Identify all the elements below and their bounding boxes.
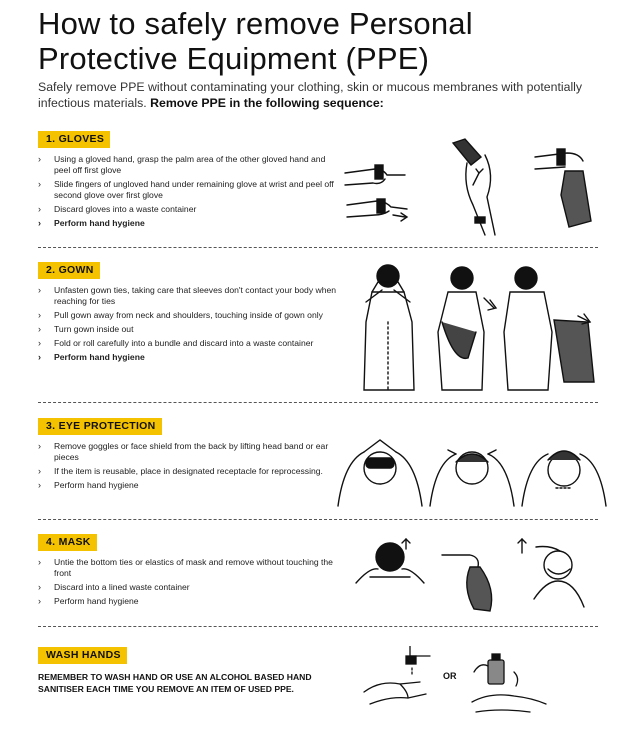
list-item: › Perform hand hygiene <box>38 352 145 362</box>
bullet-icon: › <box>38 582 41 592</box>
bullet-icon: › <box>38 154 41 164</box>
list-item: › Perform hand hygiene <box>38 218 145 228</box>
hand-sanitiser-icon <box>470 652 550 718</box>
gown-removal-icon <box>358 262 598 392</box>
bullet-icon: › <box>38 218 41 228</box>
bullet-icon: › <box>38 310 41 320</box>
bullet-icon: › <box>38 179 41 189</box>
list-item: › Discard gloves into a waste container <box>38 204 197 214</box>
list-item: › Unfasten gown ties, taking care that sleeves don't contact your body when reaching for ties <box>38 285 337 306</box>
list-item: › Using a gloved hand, grasp the palm area of the other gloved hand and peel off first glove <box>38 154 326 175</box>
title-line-1: How to safely remove Personal <box>38 6 473 41</box>
eye-protection-badge: 3. EYE PROTECTION <box>38 418 162 435</box>
divider <box>38 519 598 520</box>
list-item: › Remove goggles or face shield from the back by lifting head band or ear pieces <box>38 441 329 462</box>
divider <box>38 402 598 403</box>
list-item: › If the item is reusable, place in designated receptacle for reprocessing. <box>38 466 323 476</box>
eye-protection-removal-icon <box>334 432 610 510</box>
glove-removal-icon <box>335 135 605 243</box>
list-item: › Perform hand hygiene <box>38 480 139 490</box>
or-label: OR <box>443 671 457 681</box>
bullet-icon: › <box>38 204 41 214</box>
gloves-steps <box>38 154 338 232</box>
bullet-icon: › <box>38 441 41 451</box>
page-title <box>38 6 618 76</box>
list-item: › Discard into a lined waste container <box>38 582 190 592</box>
list-item: › Pull gown away from neck and shoulders, touching inside of gown only <box>38 310 323 320</box>
gown-steps <box>38 285 338 366</box>
gown-badge: 2. GOWN <box>38 262 100 279</box>
mask-steps <box>38 557 338 610</box>
intro-paragraph <box>38 79 598 111</box>
hand-washing-icon <box>360 646 440 718</box>
bullet-icon: › <box>38 338 41 348</box>
mask-badge: 4. MASK <box>38 534 97 551</box>
bullet-icon: › <box>38 285 41 295</box>
wash-hands-badge: WASH HANDS <box>38 647 127 664</box>
list-item: › Untie the bottom ties or elastics of mask and remove without touching the front <box>38 557 333 578</box>
divider <box>38 247 598 248</box>
intro-bold-text: Remove PPE in the following sequence: <box>150 96 384 110</box>
eye-protection-steps <box>38 441 338 494</box>
bullet-icon: › <box>38 480 41 490</box>
bullet-icon: › <box>38 557 41 567</box>
divider <box>38 626 598 627</box>
title-line-2: Protective Equipment (PPE) <box>38 41 430 76</box>
bullet-icon: › <box>38 352 41 362</box>
wash-hands-reminder: REMEMBER TO WASH HAND OR USE AN ALCOHOL BASED HAND SANITISER EACH TIME YOU REMOVE AN ITEM OF USED PPE. <box>38 672 312 694</box>
bullet-icon: › <box>38 466 41 476</box>
gloves-badge: 1. GLOVES <box>38 131 110 148</box>
bullet-icon: › <box>38 324 41 334</box>
mask-removal-icon <box>350 537 590 617</box>
list-item: › Slide fingers of ungloved hand under remaining glove at wrist and peel off second glove over first glove <box>38 179 334 200</box>
bullet-icon: › <box>38 596 41 606</box>
list-item: › Perform hand hygiene <box>38 596 139 606</box>
list-item: › Fold or roll carefully into a bundle and discard into a waste container <box>38 338 314 348</box>
intro-text: Safely remove PPE without contaminating your clothing, skin or mucous membranes with potentially infectious materials. <box>38 80 583 110</box>
list-item: › Turn gown inside out <box>38 324 134 334</box>
